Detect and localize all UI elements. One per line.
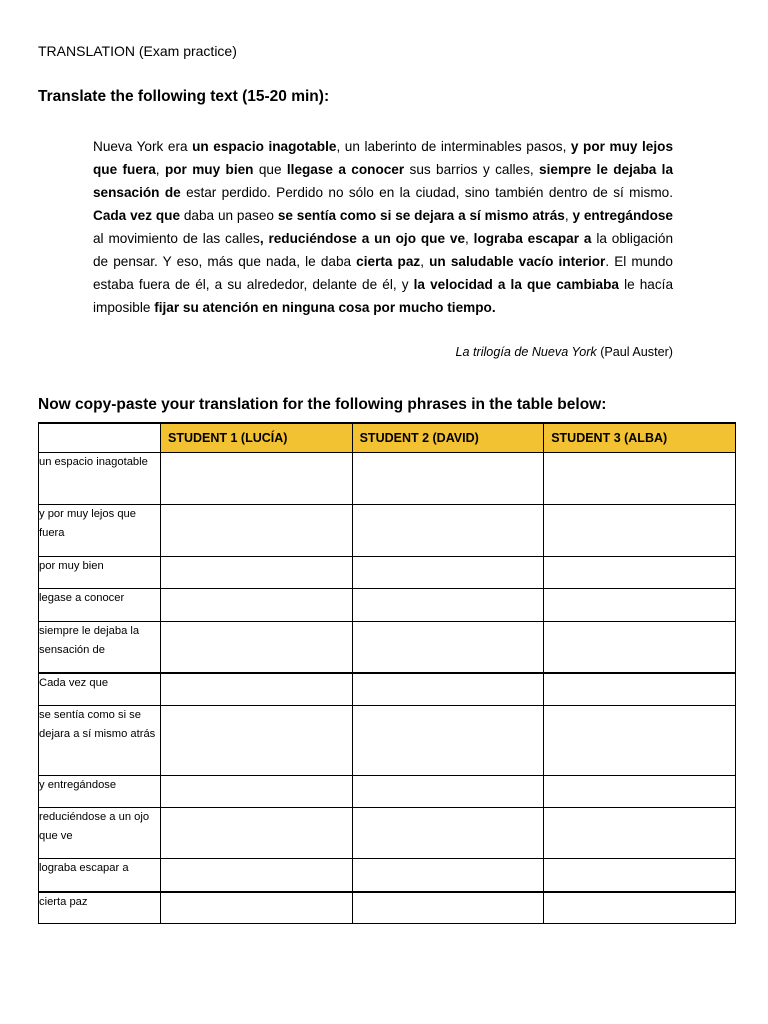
citation-author: (Paul Auster) [596, 345, 673, 359]
passage-run: Cada vez que [93, 208, 181, 223]
passage-run: , [564, 208, 573, 223]
translation-cell-student-3[interactable] [544, 808, 736, 859]
passage-run: al movimiento de las calles [93, 231, 260, 246]
passage-run: , [465, 231, 474, 246]
translation-table [38, 422, 736, 924]
passage-run: que [253, 162, 287, 177]
passage-run: , [420, 254, 430, 269]
translation-cell-student-2[interactable] [352, 505, 544, 557]
passage-run: , [155, 162, 165, 177]
passage-run: siempre le dejaba la sensación de [93, 162, 674, 200]
phrase-cell: Cada vez que [39, 673, 161, 706]
citation [456, 345, 673, 359]
phrase-cell: un espacio inagotable [39, 453, 161, 505]
passage-run: sus barrios y calles, [404, 162, 540, 177]
passage-run: estar perdido. Perdido no sólo en la ciudad, sino también dentro de sí mismo. [180, 185, 673, 200]
translation-cell-student-1[interactable] [161, 622, 353, 673]
document-title: TRANSLATION (Exam practice) [38, 43, 237, 59]
passage-run: . El mundo estaba fuera de él, a su alrededor, delante de él, y [93, 254, 673, 292]
table-row [39, 859, 736, 892]
phrase-cell: se sentía como si se dejara a sí mismo atrás [39, 706, 161, 776]
phrase-cell: y por muy lejos que fuera [39, 505, 161, 557]
translation-cell-student-1[interactable] [161, 892, 353, 924]
translation-cell-student-2[interactable] [352, 808, 544, 859]
phrase-cell: lograba escapar a [39, 859, 161, 892]
translation-cell-student-2[interactable] [352, 706, 544, 776]
phrase-cell: legase a conocer [39, 589, 161, 622]
passage-run: y entregándose [572, 208, 673, 223]
passage-run: Nueva York era [93, 139, 193, 154]
translation-cell-student-2[interactable] [352, 453, 544, 505]
phrase-cell: cierta paz [39, 892, 161, 924]
source-passage [93, 135, 673, 319]
passage-run: le hacía imposible [93, 277, 674, 315]
passage-run: , reduciéndose a un ojo que ve [259, 231, 466, 246]
corner-cell [39, 423, 161, 453]
passage-run: cierta paz [356, 254, 421, 269]
passage-run: por muy bien [164, 162, 254, 177]
passage-run: la obligación de pensar. Y eso, más que nada, le daba [93, 231, 674, 269]
passage-run: fijar su atención en ninguna cosa por mucho tiempo. [154, 300, 496, 315]
table-instruction-heading: Now copy-paste your translation for the following phrases in the table below: [38, 396, 607, 413]
passage-run: y por muy lejos que fuera [93, 139, 674, 177]
translation-cell-student-1[interactable] [161, 453, 353, 505]
translation-cell-student-3[interactable] [544, 589, 736, 622]
translation-cell-student-3[interactable] [544, 859, 736, 892]
phrase-cell: siempre le dejaba la sensación de [39, 622, 161, 673]
translation-cell-student-3[interactable] [544, 453, 736, 505]
citation-title: La trilogía de Nueva York [455, 345, 597, 359]
translation-cell-student-1[interactable] [161, 557, 353, 589]
table-row [39, 706, 736, 776]
translation-cell-student-3[interactable] [544, 776, 736, 808]
translation-cell-student-1[interactable] [161, 589, 353, 622]
translation-cell-student-3[interactable] [544, 505, 736, 557]
translation-cell-student-3[interactable] [544, 706, 736, 776]
phrase-cell: por muy bien [39, 557, 161, 589]
phrase-cell: y entregándose [39, 776, 161, 808]
instruction-heading: Translate the following text (15-20 min): [38, 88, 330, 105]
translation-cell-student-2[interactable] [352, 622, 544, 673]
translation-cell-student-1[interactable] [161, 706, 353, 776]
translation-cell-student-2[interactable] [352, 892, 544, 924]
translation-cell-student-3[interactable] [544, 673, 736, 706]
header-student-2: STUDENT 2 (DAVID) [352, 423, 544, 453]
passage-run: un saludable vacío interior [429, 254, 606, 269]
translation-cell-student-2[interactable] [352, 859, 544, 892]
passage-run: daba un paseo [180, 208, 278, 223]
phrase-cell: reduciéndose a un ojo que ve [39, 808, 161, 859]
translation-cell-student-1[interactable] [161, 859, 353, 892]
header-student-1: STUDENT 1 (LUCÍA) [161, 423, 353, 453]
translation-cell-student-2[interactable] [352, 776, 544, 808]
translation-cell-student-1[interactable] [161, 673, 353, 706]
passage-run: un espacio inagotable [192, 139, 337, 154]
translation-cell-student-1[interactable] [161, 505, 353, 557]
table-row [39, 673, 736, 706]
translation-cell-student-3[interactable] [544, 892, 736, 924]
translation-cell-student-1[interactable] [161, 776, 353, 808]
table-row [39, 505, 736, 557]
table-row [39, 892, 736, 924]
translation-cell-student-1[interactable] [161, 808, 353, 859]
translation-cell-student-2[interactable] [352, 589, 544, 622]
passage-run: , un laberinto de interminables pasos, [336, 139, 571, 154]
passage-run: se sentía como si se dejara a sí mismo atrás [277, 208, 565, 223]
translation-cell-student-3[interactable] [544, 622, 736, 673]
header-row [39, 423, 736, 453]
table-row [39, 557, 736, 589]
table-row [39, 622, 736, 673]
passage-run: lograba escapar a [473, 231, 592, 246]
table-row [39, 589, 736, 622]
header-student-3: STUDENT 3 (ALBA) [544, 423, 736, 453]
passage-run: la velocidad a la que cambiaba [413, 277, 619, 292]
table-row [39, 776, 736, 808]
passage-run: llegase a conocer [286, 162, 405, 177]
translation-cell-student-2[interactable] [352, 673, 544, 706]
translation-cell-student-2[interactable] [352, 557, 544, 589]
table-row [39, 808, 736, 859]
translation-cell-student-3[interactable] [544, 557, 736, 589]
table-row [39, 453, 736, 505]
